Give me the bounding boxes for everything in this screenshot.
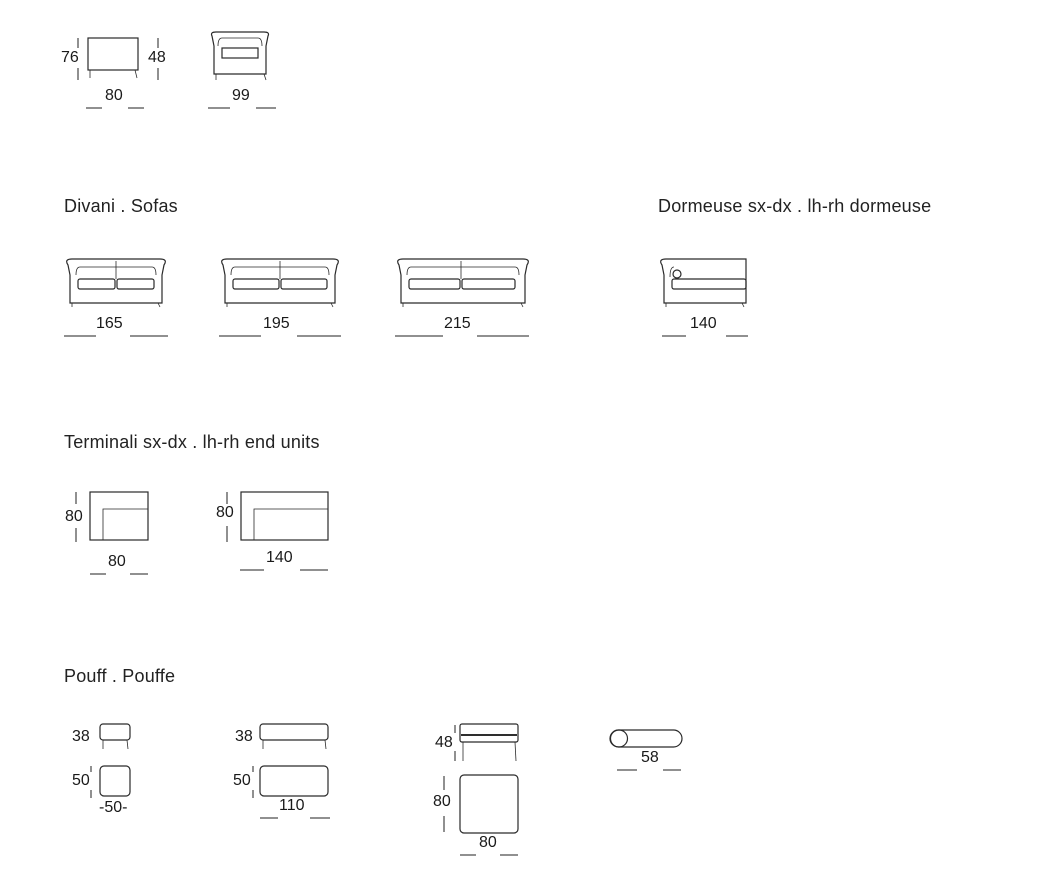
end-unit-a-depth: 80 — [65, 508, 83, 525]
sofa-width-195: 195 — [263, 315, 290, 332]
end-unit-a-width: 80 — [108, 553, 126, 570]
pouffes-title: Pouff . Pouffe — [64, 666, 176, 686]
armchair-front-view — [208, 30, 274, 87]
depth-tick — [251, 766, 255, 798]
armchair-height-seat: 48 — [148, 49, 166, 66]
pouffe-square-side-view — [459, 723, 521, 770]
end-unit-b-width: 140 — [266, 549, 293, 566]
armchair-width-side: 80 — [105, 87, 123, 104]
pouffe-long-side-view — [259, 723, 331, 756]
armchair-side-view — [86, 36, 142, 85]
pouffe-square-top-view — [459, 774, 521, 841]
pouffe-small-width: -50- — [99, 799, 128, 816]
sofas-title: Divani . Sofas — [64, 196, 178, 216]
end-units-title: Terminali sx-dx . lh-rh end units — [64, 432, 320, 452]
end-unit-a-top-view — [89, 491, 151, 548]
bolster-width: 58 — [641, 749, 659, 766]
pouffe-small-depth: 50 — [72, 772, 90, 789]
pouffe-long-width: 110 — [279, 797, 305, 814]
pouffe-long-height: 38 — [235, 728, 253, 745]
dormeuse-front-view — [658, 257, 750, 314]
pouffe-long-depth: 50 — [233, 772, 251, 789]
pouffe-square-width: 80 — [479, 834, 497, 851]
pouffe-square-depth: 80 — [433, 793, 451, 810]
end-unit-b-depth: 80 — [216, 504, 234, 521]
armchair-width-front: 99 — [232, 87, 250, 104]
armchair-height-total: 76 — [61, 49, 79, 66]
pouffe-small-side-view — [99, 723, 133, 756]
sofa-165-front-view — [64, 257, 168, 314]
sofa-width-165: 165 — [96, 315, 123, 332]
height-tick — [453, 725, 457, 761]
dormeuse-width: 140 — [690, 315, 717, 332]
sofa-195-front-view — [219, 257, 341, 314]
sofa-width-215: 215 — [444, 315, 471, 332]
end-unit-b-top-view — [240, 491, 330, 548]
pouffe-square-height: 48 — [435, 734, 453, 751]
dormeuse-title: Dormeuse sx-dx . lh-rh dormeuse — [658, 196, 932, 216]
sofa-215-front-view — [395, 257, 531, 314]
pouffe-small-height: 38 — [72, 728, 90, 745]
